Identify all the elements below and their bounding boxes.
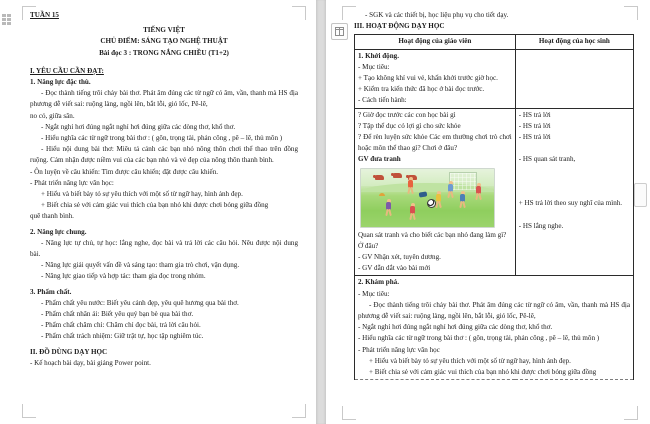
explore-activity-cell: [355, 276, 634, 380]
week-label: TUẦN 15: [30, 11, 59, 19]
page-right: [326, 0, 650, 424]
body-line: - HS trả lời: [518, 121, 551, 130]
column-header-student: Hoạt động của học sinh: [515, 35, 633, 49]
body-line: - Cách tiến hành:: [358, 96, 407, 105]
student-activity-cell: [515, 49, 633, 108]
margin-mark-bottom-right: [624, 406, 638, 420]
lesson-activity-table: [354, 34, 634, 380]
body-line: + Biết chia sẻ với cảm giác vui thích của bạn nhỏ khi được chơi bóng giữa đồng: [41, 201, 269, 210]
lesson-title: Bài đọc 3 : TRONG NẮNG CHIỀU (T1+2): [99, 48, 229, 57]
page-left: [0, 0, 316, 424]
body-line: - HS trả lời: [518, 133, 551, 142]
left-page-content: [30, 10, 298, 369]
body-line: no cỏ, giữa sân.: [30, 111, 75, 120]
right-page-content: [354, 10, 634, 380]
table-header-row: [355, 35, 634, 49]
body-line: - Mục tiêu:: [358, 289, 390, 298]
drag-handle-icon[interactable]: [2, 14, 11, 25]
body-line: - Đọc thành tiếng trôi chảy bài thơ. Phát âm đúng các từ ngữ có âm, vần, thanh mà HS địa phương dễ viết sai: ruộng làng, ngồi lên, bắt lỗi, gió lốc, Pê-lê,: [358, 300, 630, 321]
subheading-3: 3. Phẩm chất.: [30, 287, 72, 296]
body-line: - Ngắt nghỉ hơi đúng ngắt nghỉ hơi đúng giữa các dòng thơ, khổ thơ.: [358, 323, 553, 332]
body-line: - SGK và các thiết bị, học liệu phụ vụ cho tiết dạy.: [365, 11, 509, 19]
section-heading-ii: II. ĐỒ DÙNG DẠY HỌC: [30, 347, 108, 356]
section-heading-i: I. YÊU CẦU CẦN ĐẠT:: [30, 66, 104, 75]
body-line: - Ngắt nghỉ hơi đúng ngắt nghỉ hơi đúng giữa các dòng thơ, khổ thơ.: [41, 122, 236, 131]
margin-mark-bottom-left: [342, 406, 356, 420]
body-line: - Kế hoạch bài dạy, bài giảng Power point.: [30, 358, 151, 367]
body-line: + HS trả lời theo suy nghĩ của mình.: [518, 199, 623, 208]
activity-heading: 1. Khởi động.: [358, 51, 399, 60]
teacher-activity-cell: [355, 49, 516, 108]
margin-mark-bottom-left: [22, 404, 36, 418]
body-line: - Phẩm chất trách nhiệm: Giữ trật tự, học tập nghiêm túc.: [41, 332, 204, 341]
column-header-teacher: Hoạt động của giáo viên: [355, 35, 516, 49]
activity-heading: 2. Khám phá.: [358, 278, 399, 287]
subheading-1: 1. Năng lực đặc thù.: [30, 78, 91, 87]
body-line: + Hiểu và biết bày tỏ sự yêu thích với một số từ ngữ hay, hình ảnh đẹp.: [369, 356, 571, 365]
table-move-icon[interactable]: [331, 23, 348, 40]
subheading-2: 2. Năng lực chung.: [30, 227, 87, 236]
body-line: ? Tập thể dục có lợi gì cho sức khỏe: [358, 121, 461, 130]
body-line: + Biết chia sẻ với cảm giác vui thích của bạn nhỏ khi được chơi bóng giữa đồng: [369, 368, 597, 377]
body-line: - Hiểu nội dung bài thơ: Miêu tả cảnh các bạn nhỏ nông thôn chơi thể thao trên đồng ruộng. Cảm nhận được niềm vui của các bạn nhỏ và vẻ đẹp của nông thôn thanh bình.: [30, 145, 298, 165]
body-line: ? Để rèn luyện sức khỏe Các em thường chơi trò chơi hoặc môn thể thao gì? Chơi ở đâu?: [358, 133, 512, 153]
body-line: + Tạo không khí vui vẻ, khấn khởi trước giờ học.: [358, 74, 498, 83]
body-line: - GV Nhận xét, tuyên dương.: [358, 253, 441, 262]
student-activity-cell: [515, 108, 633, 276]
subject-title: TIẾNG VIỆT: [143, 26, 185, 35]
teacher-activity-cell: [355, 108, 516, 276]
body-line: GV đưa tranh: [358, 155, 401, 164]
table-row: [355, 108, 634, 276]
body-line: - Năng lực giao tiếp và hợp tác: tham gia đọc trong nhóm.: [41, 272, 206, 281]
body-line: - Đọc thành tiếng trôi chảy bài thơ. Phát âm đúng các từ ngữ có âm, vần, thanh mà HS địa phương dễ viết sai: ruộng làng, ngồi lên, bắt lỗi, gió lốc, Pê-lê,: [30, 89, 298, 109]
body-line: - Năng lực tự chủ, tự học: lắng nghe, đọc bài và trả lời các câu hỏi. Nêu được nội dung bài.: [30, 238, 298, 259]
page-gutter: [316, 0, 326, 424]
body-line: - Ôn luyện về câu khiến: Tìm được câu khiến; đặt được câu khiến.: [30, 167, 219, 176]
section-heading-iii: III. HOẠT ĐỘNG DẠY HỌC: [354, 22, 445, 31]
table-row: [355, 276, 634, 380]
body-line: - Năng lực giải quyết vấn đề và sáng tạo: tham gia trò chơi, vận dụng.: [41, 261, 240, 270]
margin-mark-bottom-right: [292, 404, 306, 418]
resize-grip-icon[interactable]: [634, 183, 647, 207]
body-line: - Phẩm chất nhân ái: Biết yêu quý bạn bè qua bài thơ.: [41, 310, 194, 319]
children-playing-football-illustration: [360, 168, 495, 228]
body-line: - Phẩm chất yêu nước: Biết yêu cảnh đẹp, yêu quê hương qua bài thơ.: [41, 298, 239, 307]
body-line: - Hiểu nghĩa các từ ngữ trong bài thơ : ( gôn, trọng tài, phản công , pê – lê, thủ môn ): [41, 134, 283, 143]
illustration-caption: Quan sát tranh và cho biết các bạn nhỏ đang làm gì? Ở đâu?: [358, 230, 507, 250]
body-line: + Kiểm tra kiến thức đã học ở bài đọc trước.: [358, 85, 485, 94]
body-line: - HS quan sát tranh,: [518, 155, 576, 164]
table-row: [355, 49, 634, 108]
body-line: - HS lắng nghe.: [518, 221, 564, 230]
body-line: - GV dẫn dắt vào bài mới: [358, 264, 431, 273]
theme-title: CHỦ ĐIỂM: SÁNG TẠO NGHỆ THUẬT: [100, 37, 228, 46]
body-line: - HS trả lời: [518, 110, 551, 119]
body-line: ? Giờ đọc trước các con học bài gì: [358, 110, 456, 119]
body-line: - Hiểu nghĩa các từ ngữ trong bài thơ : ( gôn, trọng tài, phản công , pê – lê, thủ môn ): [358, 334, 600, 343]
body-line: - Phát triển năng lực văn học:: [30, 178, 114, 187]
body-line: quê thanh bình.: [30, 212, 74, 221]
body-line: - Mục tiêu:: [358, 62, 390, 71]
body-line: + Hiểu và biết bày tỏ sự yêu thích với một số từ ngữ hay, hình ảnh đẹp.: [41, 190, 243, 199]
body-line: - Phẩm chất chăm chỉ: Chăm chỉ đọc bài, trả lời câu hỏi.: [41, 321, 201, 330]
body-line: - Phát triển năng lực văn học: [358, 345, 440, 354]
